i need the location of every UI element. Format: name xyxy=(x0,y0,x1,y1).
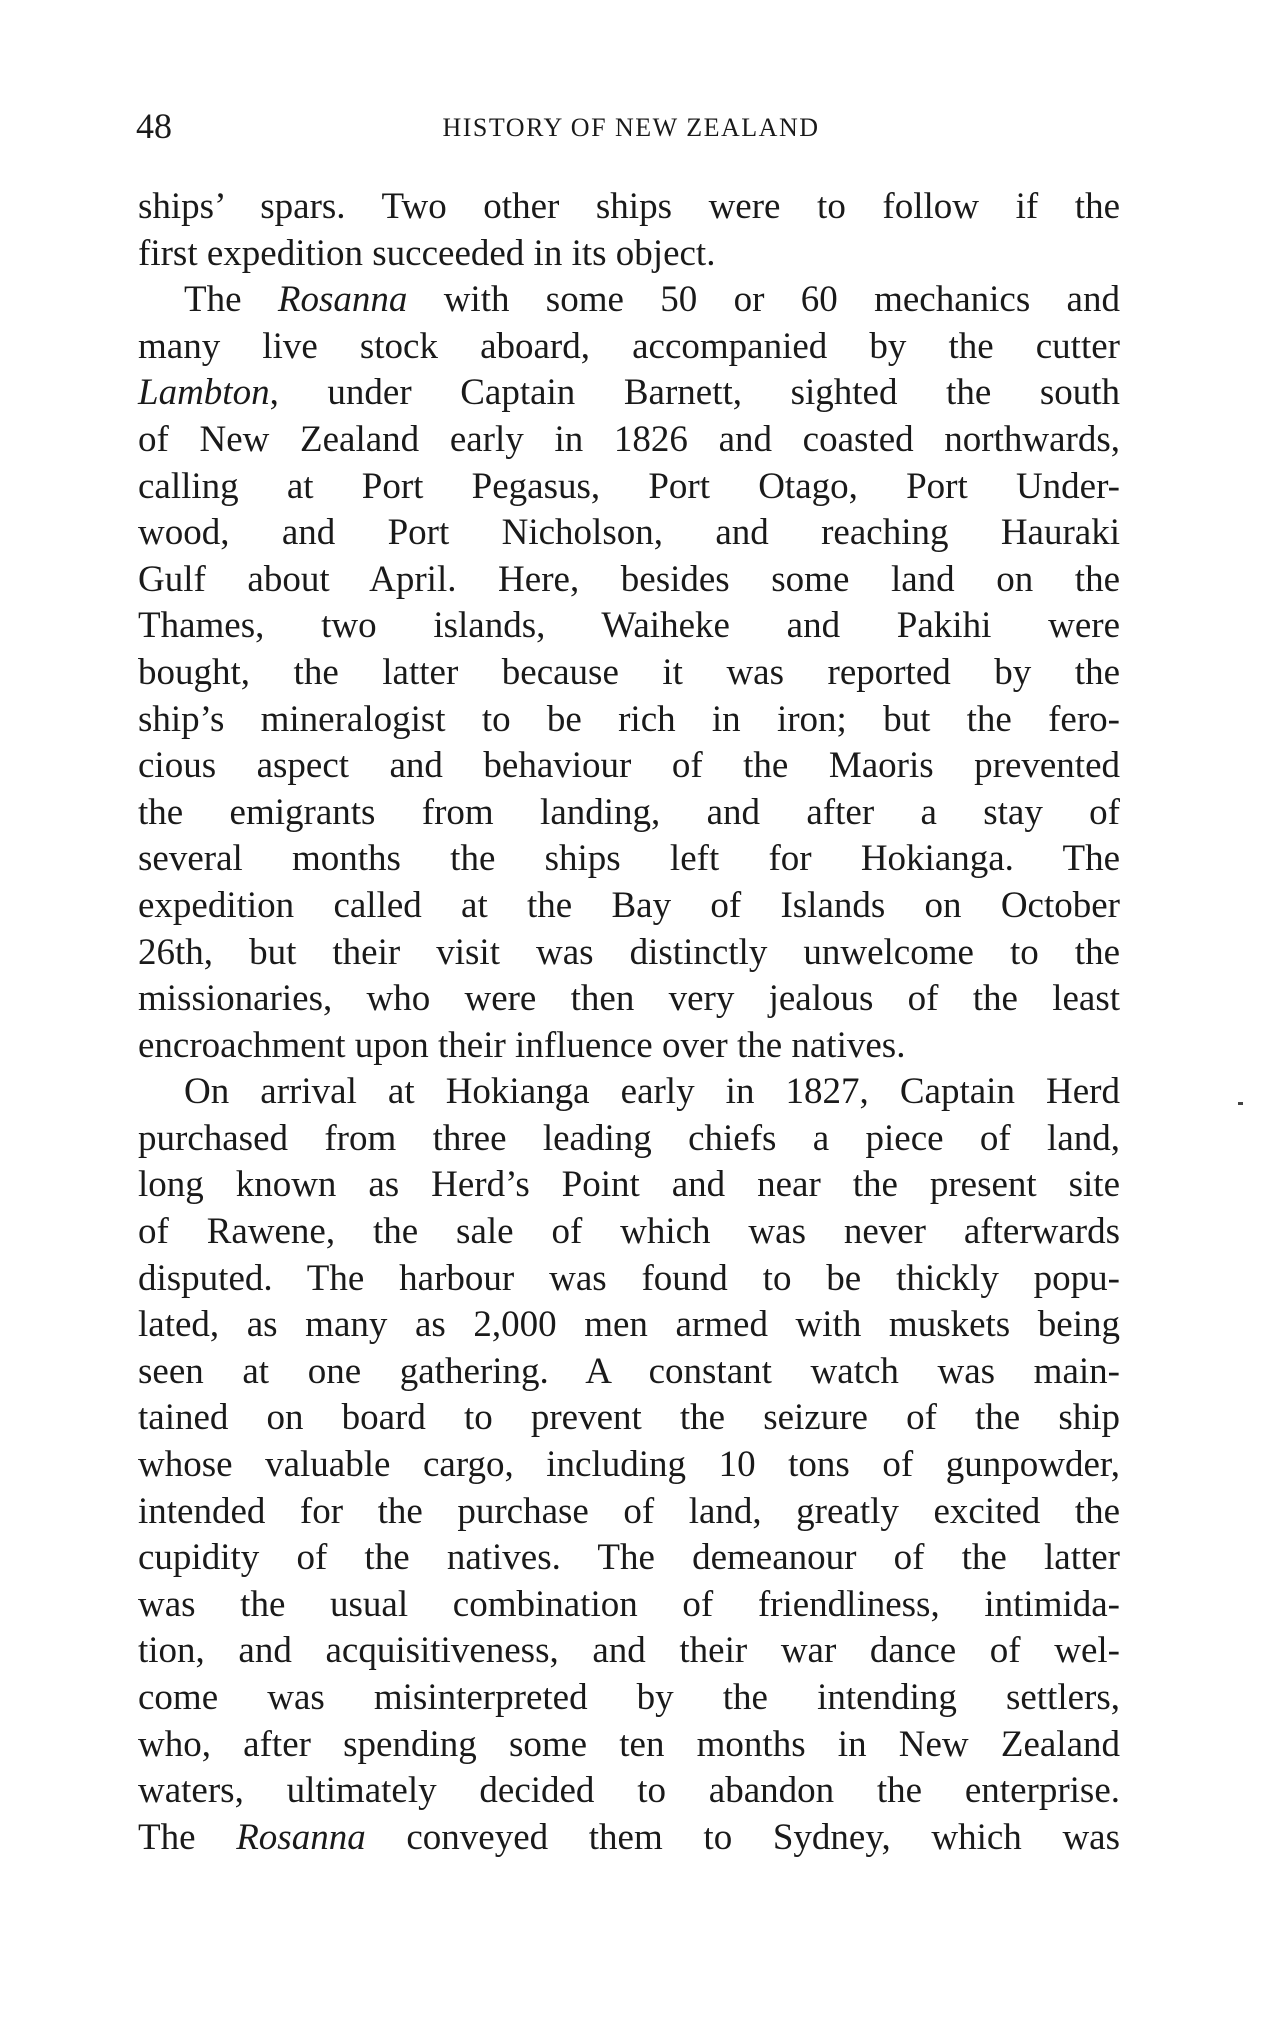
text-segment: The xyxy=(184,279,278,321)
text-line: was the usual combination of friendliness, intimida- xyxy=(138,1583,1120,1625)
text-line: who, after spending some ten months in New Zealand xyxy=(138,1723,1120,1765)
text-segment: , under Captain Barnett, sighted the south xyxy=(269,372,1120,414)
running-head: HISTORY OF NEW ZEALAND xyxy=(442,113,820,142)
text-segment: conveyed them to Sydney, which was xyxy=(365,1816,1120,1858)
text-line: seen at one gathering. A constant watch was main- xyxy=(138,1350,1120,1392)
text-line: of New Zealand early in 1826 and coasted northwards, xyxy=(138,418,1120,460)
text-line: whose valuable cargo, including 10 tons of gunpowder, xyxy=(138,1444,1120,1486)
text-line: bought, the latter because it was reported by the xyxy=(138,651,1120,693)
text-line: expedition called at the Bay of Islands on October xyxy=(138,884,1120,926)
page-number: 48 xyxy=(136,106,172,146)
text-line: calling at Port Pegasus, Port Otago, Port Under- xyxy=(138,465,1120,507)
text-line: tained on board to prevent the seizure of the ship xyxy=(138,1397,1120,1439)
text-line: disputed. The harbour was found to be thickly popu- xyxy=(138,1257,1120,1299)
text-line: waters, ultimately decided to abandon the enterprise. xyxy=(138,1770,1120,1812)
text-line: tion, and acquisitiveness, and their war dance of wel- xyxy=(138,1630,1120,1672)
text-segment: with some 50 or 60 mechanics and xyxy=(407,279,1120,321)
text-segment: The xyxy=(138,1816,237,1858)
text-line: wood, and Port Nicholson, and reaching Hauraki xyxy=(138,512,1120,554)
scan-speck xyxy=(1238,1102,1243,1105)
text-line: intended for the purchase of land, greatly excited the xyxy=(138,1490,1120,1532)
body-text xyxy=(138,184,1120,1861)
text-line: cious aspect and behaviour of the Maoris prevented xyxy=(138,745,1120,787)
ship-name: Rosanna xyxy=(277,279,408,321)
text-line: 26th, but their visit was distinctly unwelcome to the xyxy=(138,931,1120,973)
text-line: long known as Herd’s Point and near the present site xyxy=(138,1164,1120,1206)
ship-name: Rosanna xyxy=(236,1816,366,1858)
text-line: missionaries, who were then very jealous of the least xyxy=(138,978,1120,1020)
text-line: first expedition succeeded in its object. xyxy=(138,232,716,274)
text-line xyxy=(138,277,1120,324)
text-line: ships’ spars. Two other ships were to follow if the xyxy=(138,186,1120,227)
text-line: several months the ships left for Hokianga. The xyxy=(138,838,1120,880)
text-line: come was misinterpreted by the intending settlers, xyxy=(138,1677,1120,1718)
ship-name: Lambton xyxy=(138,372,270,414)
text-line: the emigrants from landing, and after a stay of xyxy=(138,791,1120,833)
text-line: cupidity of the natives. The demeanour of the latter xyxy=(138,1537,1120,1579)
text-line: of Rawene, the sale of which was never afterwards xyxy=(138,1211,1120,1253)
text-line: Gulf about April. Here, besides some land on the xyxy=(138,558,1120,600)
page-header xyxy=(136,104,1126,148)
text-line: On arrival at Hokianga early in 1827, Captain Herd xyxy=(184,1071,1120,1113)
text-line: Thames, two islands, Waiheke and Pakihi were xyxy=(138,605,1120,647)
text-line: encroachment upon their influence over the natives. xyxy=(138,1024,906,1066)
text-line: purchased from three leading chiefs a piece of land, xyxy=(138,1117,1120,1159)
text-line: lated, as many as 2,000 men armed with muskets being xyxy=(138,1304,1120,1346)
text-line: ship’s mineralogist to be rich in iron; but the fero- xyxy=(138,698,1120,740)
text-line xyxy=(138,1815,1120,1862)
text-line xyxy=(138,370,1120,417)
text-line: many live stock aboard, accompanied by the cutter xyxy=(138,325,1120,367)
